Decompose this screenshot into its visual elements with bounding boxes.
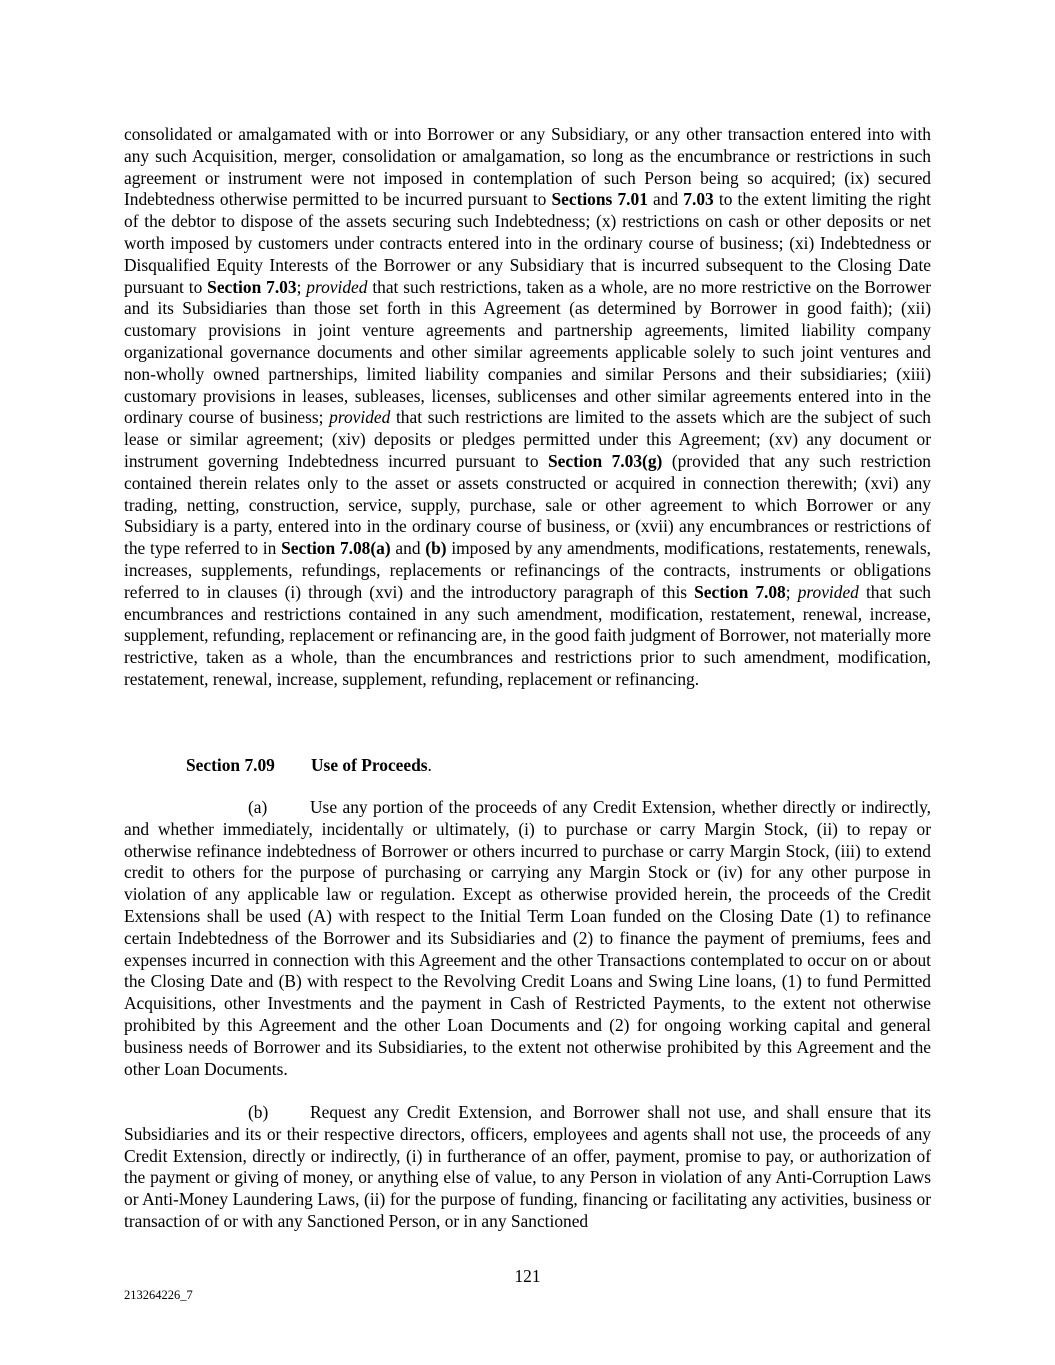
section-number: Section 7.09 <box>186 755 275 775</box>
cross-reference: Section 7.03(g) <box>548 450 663 471</box>
proviso-term: provided <box>306 276 368 297</box>
page-number: 121 <box>514 1266 541 1286</box>
paragraph-a-text: Use any portion of the proceeds of any Credit Extension, whether directly or indirectly, and whether immediately, incidentally or ultimately, (i) to purchase or carry Margin Stock, (ii) to repay or otherwise refinance indebtedness of Borrower or others incurred to purchase or carry Margin Stock, (iii) to extend credit to others for the purpose of purchasing or carrying any Margin Stock or (iv) for any other purpose in violation of any applicable law or regulation. Except as otherwise provided herein, the proceeds of the Credit Extensions shall be used (A) with respect to the Initial Term Loan funded on the Closing Date (1) to refinance certain Indebtedness of the Borrower and its Subsidiaries and (2) to finance the payment of premiums, fees and expenses incurred in connection with this Agreement and the other Transactions contemplated to occur on or about the Closing Date and (B) with respect to the Revolving Credit Loans and Swing Line loans, (1) to fund Permitted Acquisitions, other Investments and the payment in Cash of Restricted Payments, to the extent not otherwise prohibited by this Agreement and the other Loan Documents and (2) for ongoing working capital and general business needs of Borrower and its Subsidiaries, to the extent not otherwise prohibited by this Agreement and the other Loan Documents. <box>124 797 931 1079</box>
section-title-period: . <box>427 755 432 775</box>
proviso-term: provided <box>329 407 391 428</box>
clause-text: imposed by any amendments, modifications, restatements, renewals, increases, supplements, refundings, replacements or refinancings of the contracts, instruments or obligations referred to in clauses (i) through (xvi) and the introductory paragraph of this <box>124 538 931 602</box>
clause-text: that such encumbrances and restrictions contained in any such amendment, modification, restatement, renewal, increase, supplement, refunding, replacement or refinancing are, in the good faith judgment of Borrower, not materially more restrictive, taken as a whole, than the encumbrances and restrictions prior to such amendment, modification, restatement, renewal, increase, supplement, refunding, replacement or refinancing. <box>124 581 931 689</box>
paragraph-a <box>124 797 931 1080</box>
cross-reference: Section 7.08 <box>694 581 786 602</box>
document-id: 213264226_7 <box>124 1288 193 1302</box>
paragraph-b-label: (b) <box>248 1102 269 1122</box>
clause-text: that such restrictions are limited to the assets which are the subject of such lease or similar agreement; (xiv) deposits or pledges permitted under this Agreement; (xv) any document or instrument governing Indebtedness incurred pursuant to <box>124 407 931 471</box>
clause-text: that such restrictions, taken as a whole, are no more restrictive on the Borrower and its Subsidiaries than those set forth in this Agreement (as determined by Borrower in good faith); (xii) customary provisions in joint venture agreements and partnership agreements, limited liability company organizational governance documents and other similar agreements applicable solely to such joint ventures and non-wholly owned partnerships, limited liability companies and similar Persons and their subsidiaries; (xiii) customary provisions in leases, subleases, licenses, sublicenses and other similar agreements entered into in the ordinary course of business; <box>124 276 931 428</box>
cross-reference: Sections 7.01 <box>551 189 648 210</box>
clause-text: and <box>647 189 684 210</box>
continued-paragraph <box>124 124 931 691</box>
clause-text: to the extent limiting the right of the debtor to dispose of the assets securing such Indebtedness; (x) restrictions on cash or other deposits or net worth imposed by customers under contracts entered into in the ordinary course of business; (xi) Indebtedness or Disqualified Equity Interests of the Borrower or any Subsidiary that is incurred subsequent to the Closing Date pursuant to <box>124 189 931 297</box>
clause-text: and <box>390 538 426 559</box>
clause-text: consolidated or amalgamated with or into Borrower or any Subsidiary, or any other transaction entered into with any such Acquisition, merger, consolidation or amalgamation, so long as the encumbrance or restrictions in such agreement or instrument were not imposed in contemplation of such Person being so acquired; (ix) secured Indebtedness otherwise permitted to be incurred pursuant to <box>124 124 931 210</box>
clause-text: ; <box>785 581 798 602</box>
cross-reference: (b) <box>425 538 447 559</box>
paragraph-b-text: Request any Credit Extension, and Borrower shall not use, and shall ensure that its Subsidiaries and its or their respective directors, officers, employees and agents shall not use, the proceeds of any Credit Extension, directly or indirectly, (i) in furtherance of an offer, payment, promise to pay, or authorization of the payment or giving of money, or anything else of value, to any Person in violation of any Anti-Corruption Laws or Anti-Money Laundering Laws, (ii) for the purpose of funding, financing or facilitating any activities, business or transaction of or with any Sanctioned Person, or in any Sanctioned <box>124 1102 931 1231</box>
section-heading <box>186 755 432 777</box>
clause-text: (provided that any such restriction contained therein relates only to the asset or assets constructed or acquired in connection therewith; (xvi) any trading, netting, construction, service, supply, purchase, sale or other agreement to which Borrower or any Subsidiary is a party, entered into in the ordinary course of business, or (xvii) any encumbrances or restrictions of the type referred to in <box>124 450 931 559</box>
cross-reference: Section 7.08(a) <box>281 538 391 559</box>
cross-reference: Section 7.03 <box>207 276 297 297</box>
paragraph-a-label: (a) <box>248 797 268 817</box>
proviso-term: provided <box>797 581 859 602</box>
cross-reference: 7.03 <box>683 189 714 210</box>
clause-text: ; <box>296 276 307 297</box>
paragraph-b <box>124 1102 931 1233</box>
section-title: Use of Proceeds <box>311 755 428 775</box>
